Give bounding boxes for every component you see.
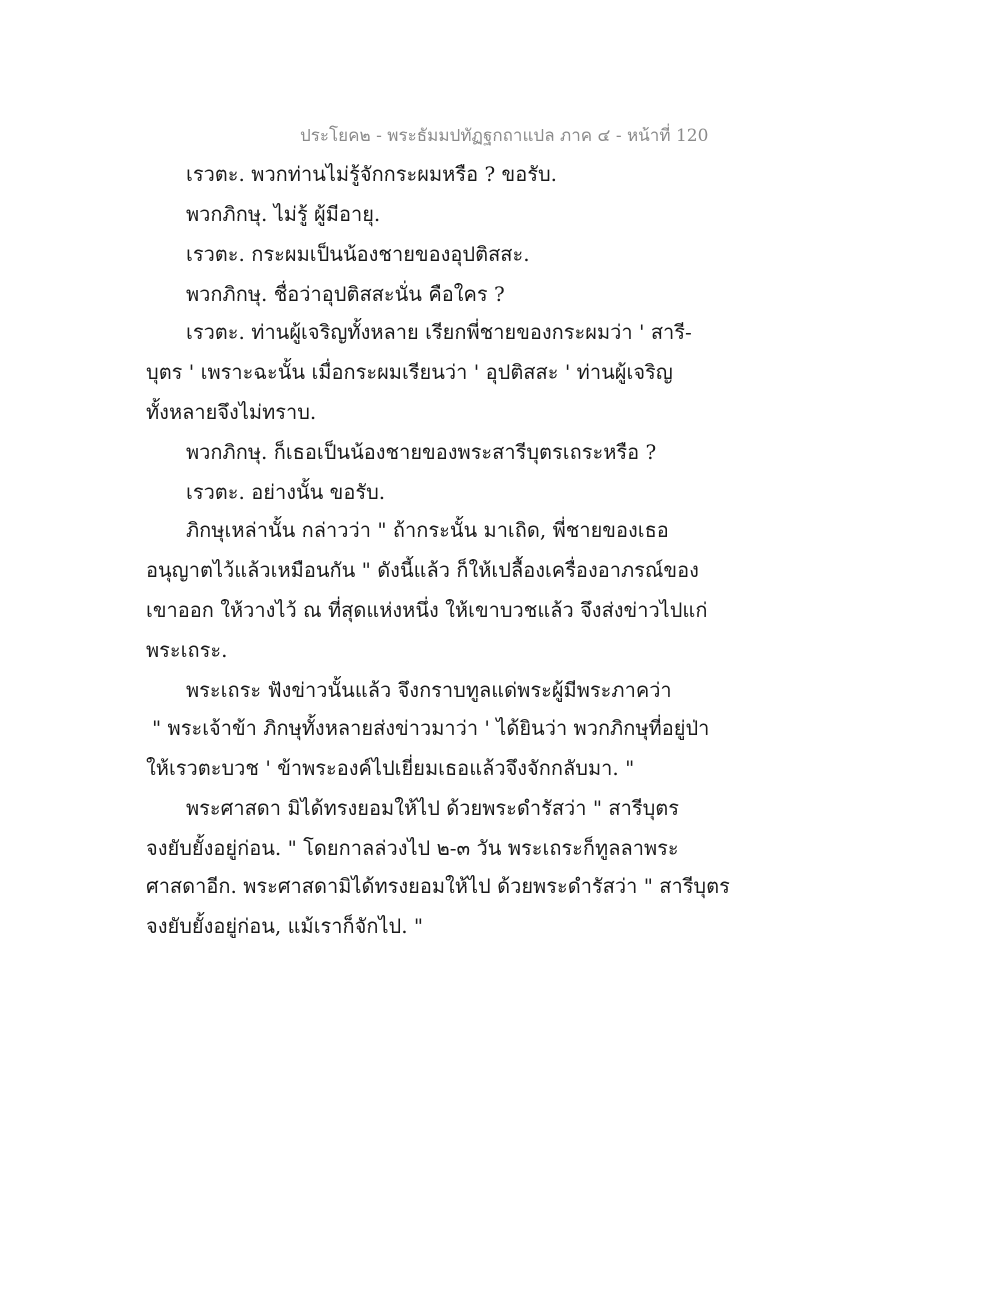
text-line-8: พวกภิกษุ. ก็เธอเป็นน้องชายของพระสารีบุตรเถระหรือ ? (186, 440, 657, 464)
text-line-18: จงยับยั้งอยู่ก่อน. " โดยกาลล่วงไป ๒-๓ วัน พระเถระก็ทูลลาพระ (146, 836, 679, 860)
text-line-13: พระเถระ. (146, 638, 228, 662)
text-line-16: ให้เรวตะบวช ' ข้าพระองค์ไปเยี่ยมเธอแล้วจึงจักกลับมา. " (146, 756, 635, 780)
page-header: ประโยค๒ - พระธัมมปทัฏฐกถาแปล ภาค ๔ - หน้าที่ 120 (300, 126, 709, 146)
text-line-2: พวกภิกษุ. ไม่รู้ ผู้มีอายุ. (186, 202, 381, 226)
text-line-17: พระศาสดา มิได้ทรงยอมให้ไป ด้วยพระดำรัสว่า " สารีบุตร (186, 796, 680, 820)
text-line-5: เรวตะ. ท่านผู้เจริญทั้งหลาย เรียกพี่ชายของกระผมว่า ' สารี- (186, 320, 692, 344)
text-line-10: ภิกษุเหล่านั้น กล่าวว่า " ถ้ากระนั้น มาเถิด, พี่ชายของเธอ (186, 518, 669, 542)
text-line-6: บุตร ' เพราะฉะนั้น เมื่อกระผมเรียนว่า ' อุปติสสะ ' ท่านผู้เจริญ (146, 360, 673, 384)
text-line-3: เรวตะ. กระผมเป็นน้องชายของอุปติสสะ. (186, 242, 530, 266)
text-line-19: ศาสดาอีก. พระศาสดามิได้ทรงยอมให้ไป ด้วยพระดำรัสว่า " สารีบุตร (146, 874, 730, 898)
text-line-4: พวกภิกษุ. ชื่อว่าอุปติสสะนั่น คือใคร ? (186, 282, 505, 306)
text-line-15: " พระเจ้าข้า ภิกษุทั้งหลายส่งข่าวมาว่า ' ได้ยินว่า พวกภิกษุที่อยู่ป่า (152, 716, 710, 740)
text-line-9: เรวตะ. อย่างนั้น ขอรับ. (186, 480, 386, 504)
text-line-1: เรวตะ. พวกท่านไม่รู้จักกระผมหรือ ? ขอรับ. (186, 162, 558, 186)
text-line-20: จงยับยั้งอยู่ก่อน, แม้เราก็จักไป. " (146, 914, 424, 938)
text-line-14: พระเถระ ฟังข่าวนั้นแล้ว จึงกราบทูลแด่พระผู้มีพระภาคว่า (186, 678, 672, 702)
text-line-11: อนุญาตไว้แล้วเหมือนกัน " ดังนี้แล้ว ก็ให้เปลื้องเครื่องอาภรณ์ของ (146, 558, 699, 582)
text-line-12: เขาออก ให้วางไว้ ณ ที่สุดแห่งหนึ่ง ให้เขาบวชแล้ว จึงส่งข่าวไปแก่ (146, 598, 708, 622)
text-line-7: ทั้งหลายจึงไม่ทราบ. (146, 400, 317, 424)
